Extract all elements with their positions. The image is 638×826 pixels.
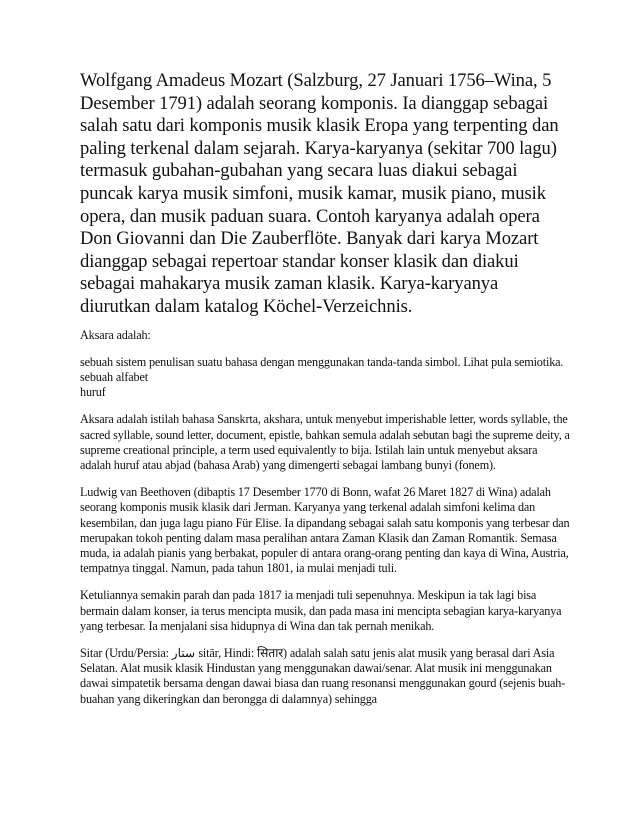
sitar-paragraph: Sitar (Urdu/Persia: ستار sitār, Hindi: सितार) adalah salah satu jenis alat musik yang berasal dari Asia Selatan. Alat musik klasik Hindustan yang menggunakan dawai/senar. Alat musik ini menggunakan dawai simpatetik bersama dengan dawai biasa dan ruang resonansi menggunakan gourd (sejenis buah-buahan yang dikeringkan dan berongga di dalamnya) sehingga (80, 645, 566, 706)
beethoven-paragraph: Ludwig van Beethoven (dibaptis 17 Desember 1770 di Bonn, wafat 26 Maret 1827 di Wina) adalah seorang komponis musik klasik dari Jerman. Karyanya yang terkenal adalah simfoni kelima dan kesembilan, dan juga lagu piano Für Elise. Ia dipandang sebagai salah satu komponis yang terbesar dan merupakan tokoh penting dalam masa peralihan antara Zaman Klasik dan Zaman Romantik. Semasa muda, ia adalah pianis yang berbakat, populer di antara orang-orang penting dan kaya di Wina, Austria, tempatnya tinggal. Namun, pada tahun 1801, ia mulai menjadi tuli. (80, 485, 570, 576)
document-page (80, 70, 570, 707)
spacer (80, 473, 570, 485)
aksara-alfabet-line: sebuah alfabet (80, 369, 148, 384)
aksara-huruf-line: huruf (80, 385, 106, 400)
aksara-definition: sebuah sistem penulisan suatu bahasa dengan menggunakan tanda-tanda simbol. Lihat pula semiotika. (80, 354, 564, 369)
mozart-paragraph: Wolfgang Amadeus Mozart (Salzburg, 27 Januari 1756–Wina, 5 Desember 1791) adalah seorang komponis. Ia dianggap sebagai salah satu dari komponis musik klasik Eropa yang terpenting dan paling terkenal dalam sejarah. Karya-karyanya (sekitar 700 lagu) termasuk gubahan-gubahan yang secara luas diakui sebagai puncak karya musik simfoni, musik kamar, musik piano, musik opera, dan musik paduan suara. Contoh karyanya adalah opera Don Giovanni dan Die Zauberflöte. Banyak dari karya Mozart dianggap sebagai repertoar standar konser klasik dan diakui sebagai mahakarya musik zaman klasik. Karya-karyanya diurutkan dalam katalog Köchel-Verzeichnis. (80, 70, 559, 317)
spacer (80, 576, 570, 588)
spacer (80, 634, 570, 646)
ketulian-paragraph: Ketuliannya semakin parah dan pada 1817 ia menjadi tuli sepenuhnya. Meskipun ia tak lagi bisa bermain dalam konser, ia terus mencipta musik, dan pada masa ini mencipta sebagian karya-karyanya yang terbesar. Ia menjalani sisa hidupnya di Wina dan tak pernah menikah. (80, 588, 562, 633)
aksara-heading: Aksara adalah: (80, 327, 151, 342)
spacer (80, 400, 570, 412)
spacer (80, 343, 570, 355)
aksara-etymology-paragraph: Aksara adalah istilah bahasa Sanskrta, akshara, untuk menyebut imperishable letter, words syllable, the sacred syllable, sound letter, document, epistle, bahkan semula adalah sebutan bagi the supreme deity, a supreme creational principle, a term used equivalently to bija. Istilah lain untuk menyebut aksara adalah huruf atau abjad (bahasa Arab) yang dimengerti sebagai lambang bunyi (fonem). (80, 412, 570, 472)
